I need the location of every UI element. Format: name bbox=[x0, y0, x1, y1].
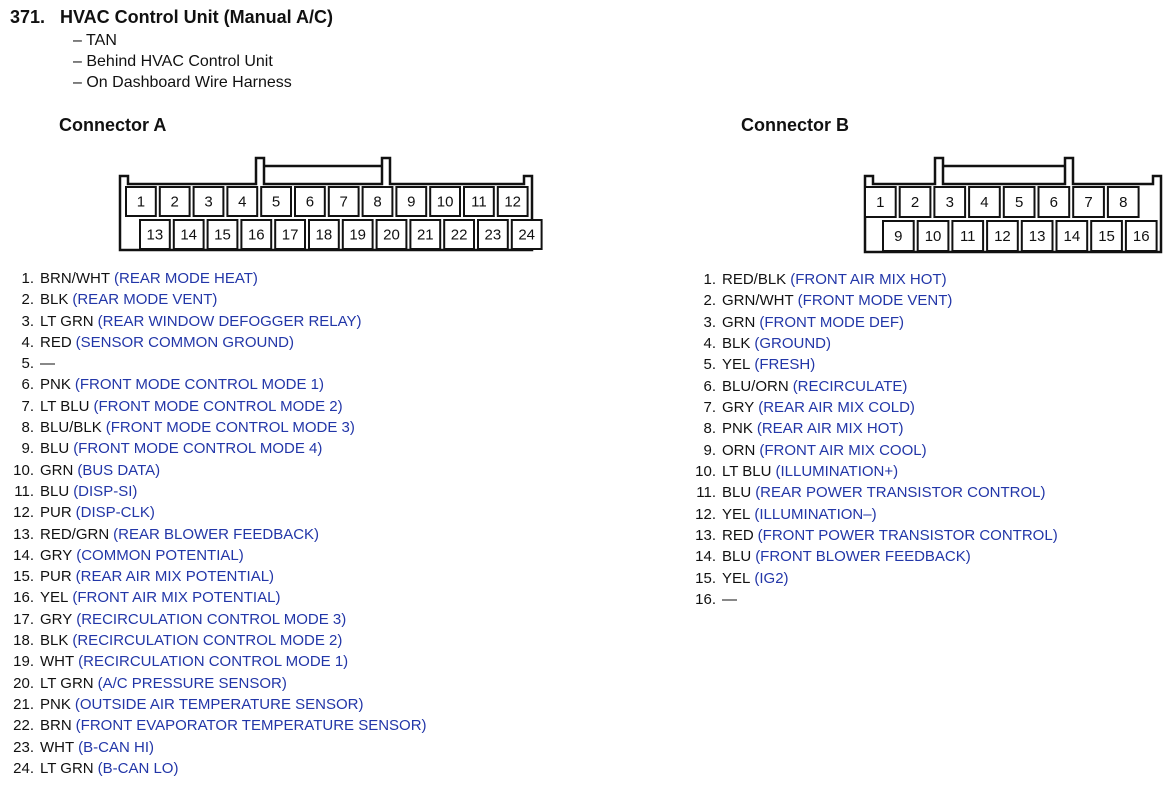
connector-a-pin-row bbox=[10, 673, 427, 694]
pin-function: (DISP-SI) bbox=[73, 482, 138, 500]
pin-number: 7. bbox=[21, 397, 34, 415]
pin-function: (IG2) bbox=[754, 569, 789, 587]
item-number: 371. bbox=[10, 7, 46, 27]
wire-color: — bbox=[722, 590, 737, 608]
pin-function: (SENSOR COMMON GROUND) bbox=[75, 333, 294, 351]
detail-color: – TAN bbox=[73, 32, 117, 49]
connector-a-cavity bbox=[343, 220, 373, 249]
pin-number: 6. bbox=[703, 377, 716, 395]
connector-b-cavity-number: 6 bbox=[1049, 194, 1059, 211]
connector-b-cavity-number: 9 bbox=[894, 228, 903, 245]
pin-number: 13. bbox=[695, 526, 716, 544]
connector-a-pin-row bbox=[10, 481, 427, 502]
connector-a-cavity-number: 21 bbox=[416, 226, 434, 244]
wire-color: BRN/WHT bbox=[40, 270, 110, 287]
pin-number: 3. bbox=[703, 313, 716, 331]
connector-a-pin-row bbox=[10, 374, 427, 395]
connector-a-cavity bbox=[174, 220, 204, 249]
connector-a-pin-row bbox=[10, 460, 427, 481]
connector-a-pin-row bbox=[10, 268, 427, 289]
pin-function: (FRESH) bbox=[754, 356, 816, 374]
pin-number: 4. bbox=[21, 333, 34, 351]
connector-b-cavity-number: 2 bbox=[910, 194, 920, 211]
pin-number: 10. bbox=[13, 461, 34, 479]
pin-function: (COMMON POTENTIAL) bbox=[76, 546, 244, 564]
connector-b-cavity-number: 13 bbox=[1028, 228, 1046, 245]
connector-a-cavity bbox=[512, 220, 542, 249]
connector-a-pin-row bbox=[10, 609, 427, 630]
wire-color: GRY bbox=[40, 546, 73, 564]
connector-b-cavity bbox=[934, 187, 965, 217]
wire-color: ORN bbox=[722, 441, 756, 459]
connector-b-cavity bbox=[1108, 187, 1139, 217]
connector-a-cavity-number: 7 bbox=[339, 193, 348, 211]
connector-a-cavity-number: 18 bbox=[315, 226, 333, 244]
pin-function: (FRONT MODE CONTROL MODE 4) bbox=[73, 440, 323, 458]
pin-number: 14. bbox=[695, 548, 716, 566]
wire-color: GRN bbox=[40, 461, 74, 479]
connector-b-pin-row bbox=[692, 440, 1058, 461]
wire-color: BLU/BLK bbox=[40, 419, 102, 437]
pin-number: 19. bbox=[13, 653, 34, 671]
connector-b-cavity bbox=[1004, 187, 1035, 217]
connector-a-pin-row bbox=[10, 502, 427, 523]
connector-a-cavity-number: 17 bbox=[281, 226, 299, 244]
pin-number: 1. bbox=[21, 270, 34, 287]
connector-a-pin-list bbox=[10, 268, 427, 779]
pin-number: 5. bbox=[703, 356, 716, 374]
connector-a-cavity bbox=[295, 187, 325, 216]
pin-function: (REAR MODE HEAT) bbox=[114, 270, 258, 287]
pin-function: (DISP-CLK) bbox=[75, 504, 155, 522]
pin-number: 4. bbox=[703, 334, 716, 352]
connector-b-cavity bbox=[865, 187, 896, 217]
wire-color: LT GRN bbox=[40, 759, 94, 777]
pin-number: 24. bbox=[13, 759, 34, 777]
detail-location: – Behind HVAC Control Unit bbox=[73, 53, 273, 70]
connector-b-cavity bbox=[1022, 221, 1053, 251]
pin-number: 5. bbox=[21, 355, 34, 373]
pin-function: (OUTSIDE AIR TEMPERATURE SENSOR) bbox=[74, 695, 364, 713]
connector-b-cavity bbox=[952, 221, 983, 251]
pin-function: (RECIRCULATION CONTROL MODE 1) bbox=[78, 653, 349, 671]
connector-b-label: Connector B bbox=[741, 115, 849, 135]
connector-a-diagram bbox=[110, 150, 550, 260]
connector-a-pin-row bbox=[10, 587, 427, 608]
connector-a-cavity-number: 15 bbox=[214, 226, 231, 244]
connector-b-pin-row bbox=[692, 333, 1058, 354]
pin-function: (FRONT MODE VENT) bbox=[797, 292, 953, 310]
connector-b-pin-list bbox=[692, 269, 1058, 610]
connector-a-cavity-number: 16 bbox=[247, 226, 265, 244]
pin-function: (B-CAN HI) bbox=[78, 738, 154, 756]
connector-b-cavity-number: 16 bbox=[1132, 228, 1150, 245]
connector-a-cavity-number: 8 bbox=[373, 193, 382, 211]
connector-a-pin-row bbox=[10, 311, 427, 332]
wire-color: RED/BLK bbox=[722, 271, 787, 288]
pin-number: 12. bbox=[695, 505, 716, 523]
connector-a-cavity bbox=[377, 220, 407, 249]
connector-a-cavity-number: 22 bbox=[450, 226, 468, 244]
connector-b-pin-row bbox=[692, 269, 1058, 290]
pin-number: 9. bbox=[21, 440, 34, 458]
connector-a-cavity bbox=[241, 220, 271, 249]
wire-color: BLU bbox=[40, 440, 70, 458]
pin-number: 16. bbox=[13, 589, 34, 607]
connector-b-cavity-number: 5 bbox=[1014, 194, 1024, 211]
connector-a-cavity-number: 23 bbox=[484, 226, 502, 244]
connector-b-pin-row bbox=[692, 397, 1058, 418]
pin-number: 14. bbox=[13, 546, 34, 564]
connector-a-cavity bbox=[208, 220, 238, 249]
connector-a-cavity bbox=[140, 220, 170, 249]
pin-function: (FRONT AIR MIX POTENTIAL) bbox=[72, 589, 281, 607]
wire-color: LT GRN bbox=[40, 312, 94, 330]
connector-b-cavity-number: 10 bbox=[924, 228, 942, 245]
pin-function: (REAR AIR MIX POTENTIAL) bbox=[75, 568, 275, 586]
connector-a-cavity-number: 9 bbox=[407, 193, 416, 211]
pin-function: (FRONT MODE CONTROL MODE 2) bbox=[93, 397, 343, 415]
wire-color: YEL bbox=[40, 589, 69, 607]
connector-a-pin-row bbox=[10, 332, 427, 353]
connector-a-cavity bbox=[430, 187, 460, 216]
pin-number: 12. bbox=[13, 504, 34, 522]
connector-b-pin-row bbox=[692, 461, 1058, 482]
connector-a-pin-row bbox=[10, 289, 427, 310]
connector-b-cavity-number: 15 bbox=[1098, 228, 1115, 245]
pin-function: (RECIRCULATION CONTROL MODE 2) bbox=[72, 632, 343, 650]
connector-a-cavity-number: 1 bbox=[136, 193, 146, 211]
pin-function: (FRONT MODE DEF) bbox=[759, 313, 905, 331]
connector-a-cavity-number: 10 bbox=[436, 193, 454, 211]
wire-color: WHT bbox=[40, 738, 75, 756]
connector-a-cavity bbox=[329, 187, 359, 216]
connector-b-cavity bbox=[1039, 187, 1070, 217]
connector-b-cavity bbox=[918, 221, 949, 251]
wire-color: WHT bbox=[40, 653, 75, 671]
pin-number: 15. bbox=[695, 569, 716, 587]
pin-function: (FRONT BLOWER FEEDBACK) bbox=[755, 548, 971, 566]
connector-b-pin-row bbox=[692, 354, 1058, 375]
connector-b-pin-row bbox=[692, 504, 1058, 525]
connector-b-cavity-number: 7 bbox=[1084, 194, 1093, 211]
connector-a-cavity bbox=[363, 187, 393, 216]
connector-a-pin-row bbox=[10, 396, 427, 417]
pin-number: 11. bbox=[696, 484, 716, 502]
connector-b-pin-row bbox=[692, 312, 1058, 333]
wire-color: PNK bbox=[722, 420, 753, 438]
wire-color: BLK bbox=[722, 334, 751, 352]
pin-number: 16. bbox=[695, 590, 716, 608]
connector-a-cavity-number: 11 bbox=[471, 193, 487, 211]
pin-function: (FRONT POWER TRANSISTOR CONTROL) bbox=[757, 526, 1058, 544]
connector-a-pin-row bbox=[10, 694, 427, 715]
pin-function: (REAR WINDOW DEFOGGER RELAY) bbox=[97, 312, 362, 330]
connector-a-cavity bbox=[194, 187, 224, 216]
pin-number: 9. bbox=[703, 441, 716, 459]
connector-b-cavity bbox=[969, 187, 1000, 217]
connector-a-cavity bbox=[227, 187, 257, 216]
pin-function: (FRONT MODE CONTROL MODE 3) bbox=[105, 419, 355, 437]
pin-number: 11. bbox=[14, 482, 34, 500]
wire-color: GRN/WHT bbox=[722, 292, 794, 310]
connector-a-pin-row bbox=[10, 758, 427, 779]
connector-b-pin-row bbox=[692, 546, 1058, 567]
wire-color: PUR bbox=[40, 568, 72, 586]
wire-color: LT BLU bbox=[40, 397, 90, 415]
connector-a-cavity-number: 20 bbox=[383, 226, 400, 244]
connector-a-pin-row bbox=[10, 737, 427, 758]
connector-a-cavity-number: 3 bbox=[204, 193, 213, 211]
detail-harness: – On Dashboard Wire Harness bbox=[73, 74, 292, 91]
wire-color: PNK bbox=[40, 376, 71, 394]
connector-b-cavity bbox=[1091, 221, 1122, 251]
connector-a-cavity bbox=[309, 220, 339, 249]
connector-a-cavity-number: 5 bbox=[271, 193, 281, 211]
pin-function: (FRONT AIR MIX COOL) bbox=[759, 441, 927, 459]
connector-a-cavity-number: 24 bbox=[518, 226, 536, 244]
pin-function: (REAR AIR MIX HOT) bbox=[756, 420, 904, 438]
pin-number: 2. bbox=[21, 291, 34, 309]
connector-b-cavity bbox=[900, 187, 931, 217]
pin-number: 3. bbox=[21, 312, 34, 330]
wire-color: GRN bbox=[722, 313, 756, 331]
connector-b-cavity-number: 1 bbox=[876, 194, 885, 211]
connector-a-cavity bbox=[478, 220, 508, 249]
pin-number: 22. bbox=[13, 717, 34, 735]
wire-color: RED/GRN bbox=[40, 525, 110, 543]
connector-b-cavity-number: 12 bbox=[994, 228, 1011, 245]
connector-a-cavity-number: 6 bbox=[305, 193, 315, 211]
wire-color: PUR bbox=[40, 504, 72, 522]
wire-color: BLU bbox=[722, 484, 752, 502]
wire-color: LT GRN bbox=[40, 674, 94, 692]
connector-a-cavity-number: 19 bbox=[349, 226, 367, 244]
page-title bbox=[10, 6, 333, 28]
connector-b-cavity bbox=[883, 221, 914, 251]
wire-color: — bbox=[40, 355, 55, 373]
pin-function: (A/C PRESSURE SENSOR) bbox=[97, 674, 287, 692]
wire-color: BLU/ORN bbox=[722, 377, 789, 395]
wire-color: LT BLU bbox=[722, 462, 772, 480]
connector-a-pin-row bbox=[10, 353, 427, 374]
pin-number: 1. bbox=[703, 271, 716, 288]
pin-function: (RECIRCULATION CONTROL MODE 3) bbox=[76, 610, 347, 628]
connector-a-cavity bbox=[410, 220, 440, 249]
connector-a-cavity-number: 4 bbox=[238, 193, 247, 211]
connector-b-cavity-number: 11 bbox=[959, 228, 976, 245]
location-details bbox=[73, 30, 333, 93]
connector-a-cavity bbox=[396, 187, 426, 216]
pin-number: 8. bbox=[703, 420, 716, 438]
connector-b-pin-row bbox=[692, 568, 1058, 589]
connector-a-pin-row bbox=[10, 651, 427, 672]
connector-b-cavity-number: 4 bbox=[980, 194, 989, 211]
wire-color: GRY bbox=[722, 398, 755, 416]
pin-function: (REAR POWER TRANSISTOR CONTROL) bbox=[755, 484, 1046, 502]
pin-number: 18. bbox=[13, 632, 34, 650]
connector-b-pin-row bbox=[692, 290, 1058, 311]
connector-a-pin-row bbox=[10, 630, 427, 651]
connector-b-cavity bbox=[1073, 187, 1104, 217]
connector-a-cavity bbox=[464, 187, 494, 216]
connector-a-pin-row bbox=[10, 715, 427, 736]
connector-a-pin-row bbox=[10, 545, 427, 566]
pin-number: 17. bbox=[13, 610, 34, 628]
pin-number: 21. bbox=[13, 695, 34, 713]
connector-a-pin-row bbox=[10, 417, 427, 438]
connector-a-cavity bbox=[275, 220, 305, 249]
connector-b-pin-row bbox=[692, 482, 1058, 503]
connector-a-cavity-number: 14 bbox=[180, 226, 198, 244]
pin-number: 15. bbox=[13, 568, 34, 586]
pin-number: 7. bbox=[703, 398, 716, 416]
pin-number: 13. bbox=[13, 525, 34, 543]
connector-a-cavity-number: 2 bbox=[170, 193, 179, 211]
connector-b-cavity bbox=[987, 221, 1018, 251]
pin-number: 6. bbox=[21, 376, 34, 394]
pin-function: (B-CAN LO) bbox=[97, 759, 179, 777]
connector-b-cavity-number: 8 bbox=[1119, 194, 1128, 211]
pin-function: (BUS DATA) bbox=[77, 461, 161, 479]
connector-b-pin-row bbox=[692, 589, 1058, 610]
pin-function: (FRONT MODE CONTROL MODE 1) bbox=[74, 376, 325, 394]
pin-number: 8. bbox=[21, 419, 34, 437]
pin-number: 10. bbox=[695, 462, 716, 480]
pin-number: 2. bbox=[703, 292, 716, 310]
wire-color: YEL bbox=[722, 505, 751, 523]
wire-color: YEL bbox=[722, 356, 751, 374]
connector-a-cavity bbox=[444, 220, 474, 249]
connector-a-cavity bbox=[126, 187, 156, 216]
connector-a-cavity-number: 12 bbox=[504, 193, 522, 211]
pin-function: (FRONT AIR MIX HOT) bbox=[790, 271, 947, 288]
connector-a-cavity bbox=[261, 187, 291, 216]
connector-a-label: Connector A bbox=[59, 115, 167, 135]
connector-b-cavity-number: 3 bbox=[945, 194, 954, 211]
wire-color: BRN bbox=[40, 717, 72, 735]
pin-function: (ILLUMINATION+) bbox=[775, 462, 899, 480]
wire-color: BLU bbox=[722, 548, 752, 566]
connector-a-cavity bbox=[498, 187, 528, 216]
pin-function: (REAR BLOWER FEEDBACK) bbox=[113, 525, 320, 543]
wire-color: RED bbox=[722, 526, 754, 544]
pin-function: (REAR MODE VENT) bbox=[72, 291, 218, 309]
connector-b-pin-row bbox=[692, 418, 1058, 439]
connector-a-pin-row bbox=[10, 566, 427, 587]
connector-a-pin-row bbox=[10, 438, 427, 459]
wire-color: PNK bbox=[40, 695, 71, 713]
wire-color: YEL bbox=[722, 569, 751, 587]
connector-b-diagram bbox=[855, 150, 1170, 260]
pin-function: (ILLUMINATION–) bbox=[754, 505, 877, 523]
pin-number: 23. bbox=[13, 738, 34, 756]
wire-color: BLU bbox=[40, 482, 70, 500]
connector-b-pin-row bbox=[692, 376, 1058, 397]
wire-color: RED bbox=[40, 333, 72, 351]
connector-a-pin-row bbox=[10, 524, 427, 545]
connector-b-cavity-number: 14 bbox=[1063, 228, 1081, 245]
document-header bbox=[10, 6, 333, 93]
wire-color: GRY bbox=[40, 610, 73, 628]
connector-b-cavity bbox=[1057, 221, 1088, 251]
connector-a-cavity-number: 13 bbox=[146, 226, 164, 244]
connector-a-cavity bbox=[160, 187, 190, 216]
connector-b-cavity bbox=[1126, 221, 1157, 251]
pin-number: 20. bbox=[13, 674, 34, 692]
wire-color: BLK bbox=[40, 291, 69, 309]
pin-function: (GROUND) bbox=[754, 334, 832, 352]
pin-function: (REAR AIR MIX COLD) bbox=[758, 398, 915, 416]
connector-b-pin-row bbox=[692, 525, 1058, 546]
pin-function: (RECIRCULATE) bbox=[792, 377, 908, 395]
title-text: HVAC Control Unit (Manual A/C) bbox=[60, 7, 333, 27]
wire-color: BLK bbox=[40, 632, 69, 650]
pin-function: (FRONT EVAPORATOR TEMPERATURE SENSOR) bbox=[75, 717, 427, 735]
